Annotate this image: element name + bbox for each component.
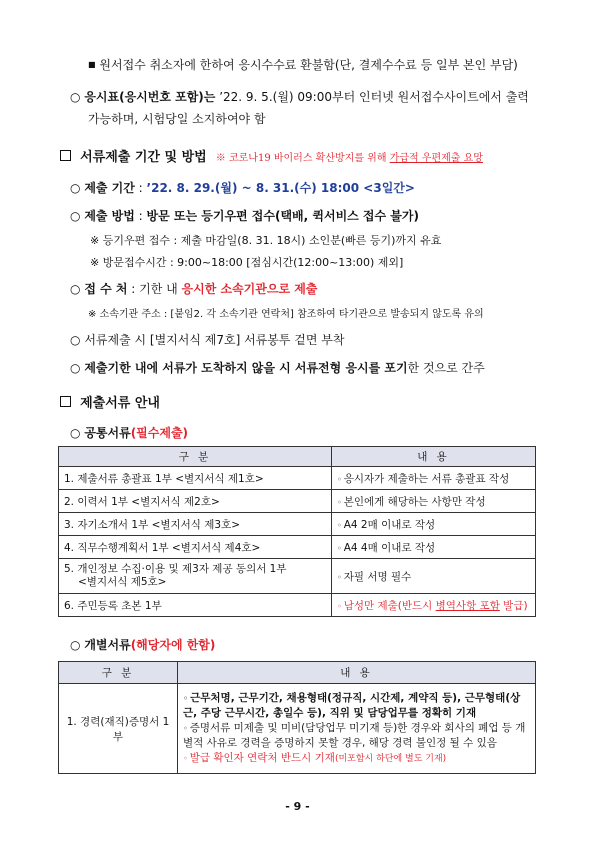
ticket-bold: 응시표(응시번호 포함)는 — [84, 90, 216, 104]
common-docs-heading — [70, 424, 188, 441]
circle-bullet-icon: ○ — [70, 426, 81, 440]
doc-name: 2. 이력서 1부 <별지서식 제2호> — [59, 490, 332, 513]
page-number: - 9 - — [285, 800, 310, 813]
career-rule-1: ◦ 근무처명, 근무기간, 채용형태(정규직, 시간제, 계약직 등), 근무형태(상근, 주당 근무시간, 총일수 등), 직위 및 담당업무를 정확히 기재 — [183, 691, 521, 719]
career-rule-3-small: (미포함시 하단에 별도 기재) — [334, 753, 447, 764]
doc-desc: ◦ 남성만 제출(반드시 병역사항 포함 발급) — [332, 594, 536, 617]
individual-docs-table — [58, 661, 536, 774]
section-title: 서류제출 기간 및 방법 — [80, 150, 207, 165]
doc-desc-red-end: 발급) — [499, 599, 528, 612]
doc-desc-text: A4 4매 이내로 작성 — [343, 541, 436, 554]
doc-name: 4. 직무수행계획서 1부 <별지서식 제4호> — [59, 536, 332, 559]
career-rule-3-text: 발급 확인자 연락처 반드시 기재 — [189, 751, 335, 764]
common-red: (필수제출) — [130, 426, 189, 440]
section-heading-documents — [60, 392, 160, 411]
table-row — [59, 559, 536, 594]
doc-desc: ◦ A4 4매 이내로 작성 — [332, 536, 536, 559]
covid-note-underlined: 가급적 우편제출 요망 — [389, 153, 483, 164]
individual-title: 개별서류 — [84, 638, 131, 652]
envelope-attach — [70, 331, 344, 348]
doc-desc-text: A4 2매 이내로 작성 — [343, 518, 436, 531]
doc-name: 1. 제출서류 총괄표 1부 <별지서식 제1호> — [59, 467, 332, 490]
doc-name: 1. 경력(재직)증명서 1부 — [59, 684, 178, 774]
table-row — [59, 594, 536, 617]
doc-desc: ◦ 자필 서명 필수 — [332, 559, 536, 594]
method-note-mail: ※ 등기우편 접수 : 제출 마감일(8. 31. 18시) 소인분(빠른 등기)까지 유효 — [90, 234, 442, 247]
checkbox-square-icon — [60, 150, 71, 161]
doc-desc-red: 남성만 제출(반드시 — [343, 599, 436, 612]
submission-period: ○ 제출 기간 : ’22. 8. 29.(월) ~ 8. 31.(수) 18:00 <3일간> — [70, 181, 415, 195]
submission-office — [70, 280, 317, 297]
doc-name-line1: 5. 개인정보 수집·이용 및 제3자 제공 동의서 1부 — [64, 563, 287, 575]
col-header-category: 구 분 — [59, 662, 178, 684]
checkbox-square-icon — [60, 396, 71, 407]
common-title: 공통서류 — [84, 426, 131, 440]
doc-desc-red-underlined: 병역사항 포함 — [435, 599, 500, 612]
section-heading-submission — [60, 146, 483, 165]
table-row — [59, 490, 536, 513]
office-red: 응시한 소속기관으로 제출 — [181, 282, 318, 296]
col-header-content: 내 용 — [178, 662, 536, 684]
table-row — [59, 684, 536, 774]
circle-bullet-icon: ○ — [70, 361, 81, 375]
office-prefix: : 기한 내 — [127, 282, 182, 296]
career-rule-2-text: 증명서류 미제출 및 미비(담당업무 미기재 등)한 경우와 회사의 폐업 등 개별적 사유로 경력을 증명하지 못할 경우, 해당 경력 불인정 될 수 있음 — [183, 721, 526, 749]
doc-desc: ◦ A4 2매 이내로 작성 — [332, 513, 536, 536]
section2-title: 제출서류 안내 — [80, 396, 160, 411]
doc-name: 6. 주민등록 초본 1부 — [59, 594, 332, 617]
table-row — [59, 467, 536, 490]
doc-name: 3. 자기소개서 1부 <별지서식 제3호> — [59, 513, 332, 536]
period-value: ’22. 8. 29.(월) ~ 8. 31.(수) 18:00 <3일간> — [146, 181, 415, 195]
doc-desc-text: 본인에게 해당하는 사항만 작성 — [343, 495, 486, 508]
square-bullet-icon: ■ — [88, 60, 96, 69]
office-label: 접 수 처 — [84, 282, 128, 296]
circle-bullet-icon: ○ — [70, 181, 81, 195]
individual-red: (해당자에 한함) — [130, 638, 216, 652]
ticket-rest: ’22. 9. 5.(월) 09:00부터 인터넷 원서접수사이트에서 출력 — [215, 90, 529, 104]
refund-text: 원서접수 취소자에 한하여 응시수수료 환불함(단, 결제수수료 등 일부 본인 부담) — [99, 58, 518, 72]
col-header-category: 구 분 — [59, 447, 332, 467]
covid-note-prefix: ※ 코로나19 바이러스 확산방지를 위해 — [215, 153, 390, 164]
circle-bullet-icon: ○ — [70, 333, 81, 347]
doc-desc-text: 자필 서명 필수 — [343, 570, 412, 583]
col-header-content: 내 용 — [332, 447, 536, 467]
individual-docs-heading — [70, 636, 215, 653]
circle-bullet-icon: ○ — [70, 209, 81, 223]
doc-desc — [178, 684, 536, 774]
ticket-line2: 가능하며, 시험당일 소지하여야 함 — [88, 112, 266, 126]
doc-desc: ◦ 본인에게 해당하는 사항만 작성 — [332, 490, 536, 513]
office-note: ※ 소속기관 주소 : [붙임2. 각 소속기관 연락처] 참조하여 타기관으로 발송되지 않도록 유의 — [88, 309, 484, 320]
circle-bullet-icon: ○ — [70, 90, 81, 104]
attach-text: 서류제출 시 [별지서식 제7호] 서류봉투 겉면 부착 — [84, 333, 345, 347]
table-row — [59, 513, 536, 536]
refund-bullet — [88, 56, 518, 73]
ticket-paragraph — [70, 86, 529, 130]
period-label: 제출 기간 — [84, 181, 135, 195]
doc-desc-text: 응시자가 제출하는 서류 총괄표 작성 — [343, 472, 510, 485]
table-row — [59, 536, 536, 559]
deadline-bold: 제출기한 내에 서류가 도착하지 않을 시 서류전형 응시를 포기 — [84, 361, 408, 375]
career-rule-1-text: 근무처명, 근무기간, 채용형태(정규직, 시간제, 계약직 등), 근무형태(상근, 주당 근무시간, 총일수 등), 직위 및 담당업무를 정확히 기재 — [183, 691, 521, 719]
career-rule-2: ◦ 증명서류 미제출 및 미비(담당업무 미기재 등)한 경우와 회사의 폐업 등 개별적 사유로 경력을 증명하지 못할 경우, 해당 경력 불인정 될 수 있음 — [183, 721, 526, 749]
method-value: 방문 또는 등기우편 접수(택배, 퀵서비스 접수 불가) — [146, 209, 419, 223]
deadline-rest: 한 것으로 간주 — [407, 361, 485, 375]
common-docs-table — [58, 446, 536, 617]
circle-bullet-icon: ○ — [70, 638, 81, 652]
method-note-visit: ※ 방문접수시간 : 9:00~18:00 [점심시간(12:00~13:00) 제외] — [90, 256, 404, 269]
circle-bullet-icon: ○ — [70, 282, 81, 296]
doc-name-line2: <별지서식 제5호> — [78, 576, 167, 588]
submission-method: ○ 제출 방법 : 방문 또는 등기우편 접수(택배, 퀵서비스 접수 불가) — [70, 209, 419, 223]
doc-desc: ◦ 응시자가 제출하는 서류 총괄표 작성 — [332, 467, 536, 490]
covid-note — [216, 153, 483, 164]
career-rule-3: ◦ 발급 확인자 연락처 반드시 기재(미포함시 하단에 별도 기재) — [183, 751, 447, 764]
method-label: 제출 방법 — [84, 209, 135, 223]
deadline-notice — [70, 359, 485, 376]
doc-name — [59, 559, 332, 594]
